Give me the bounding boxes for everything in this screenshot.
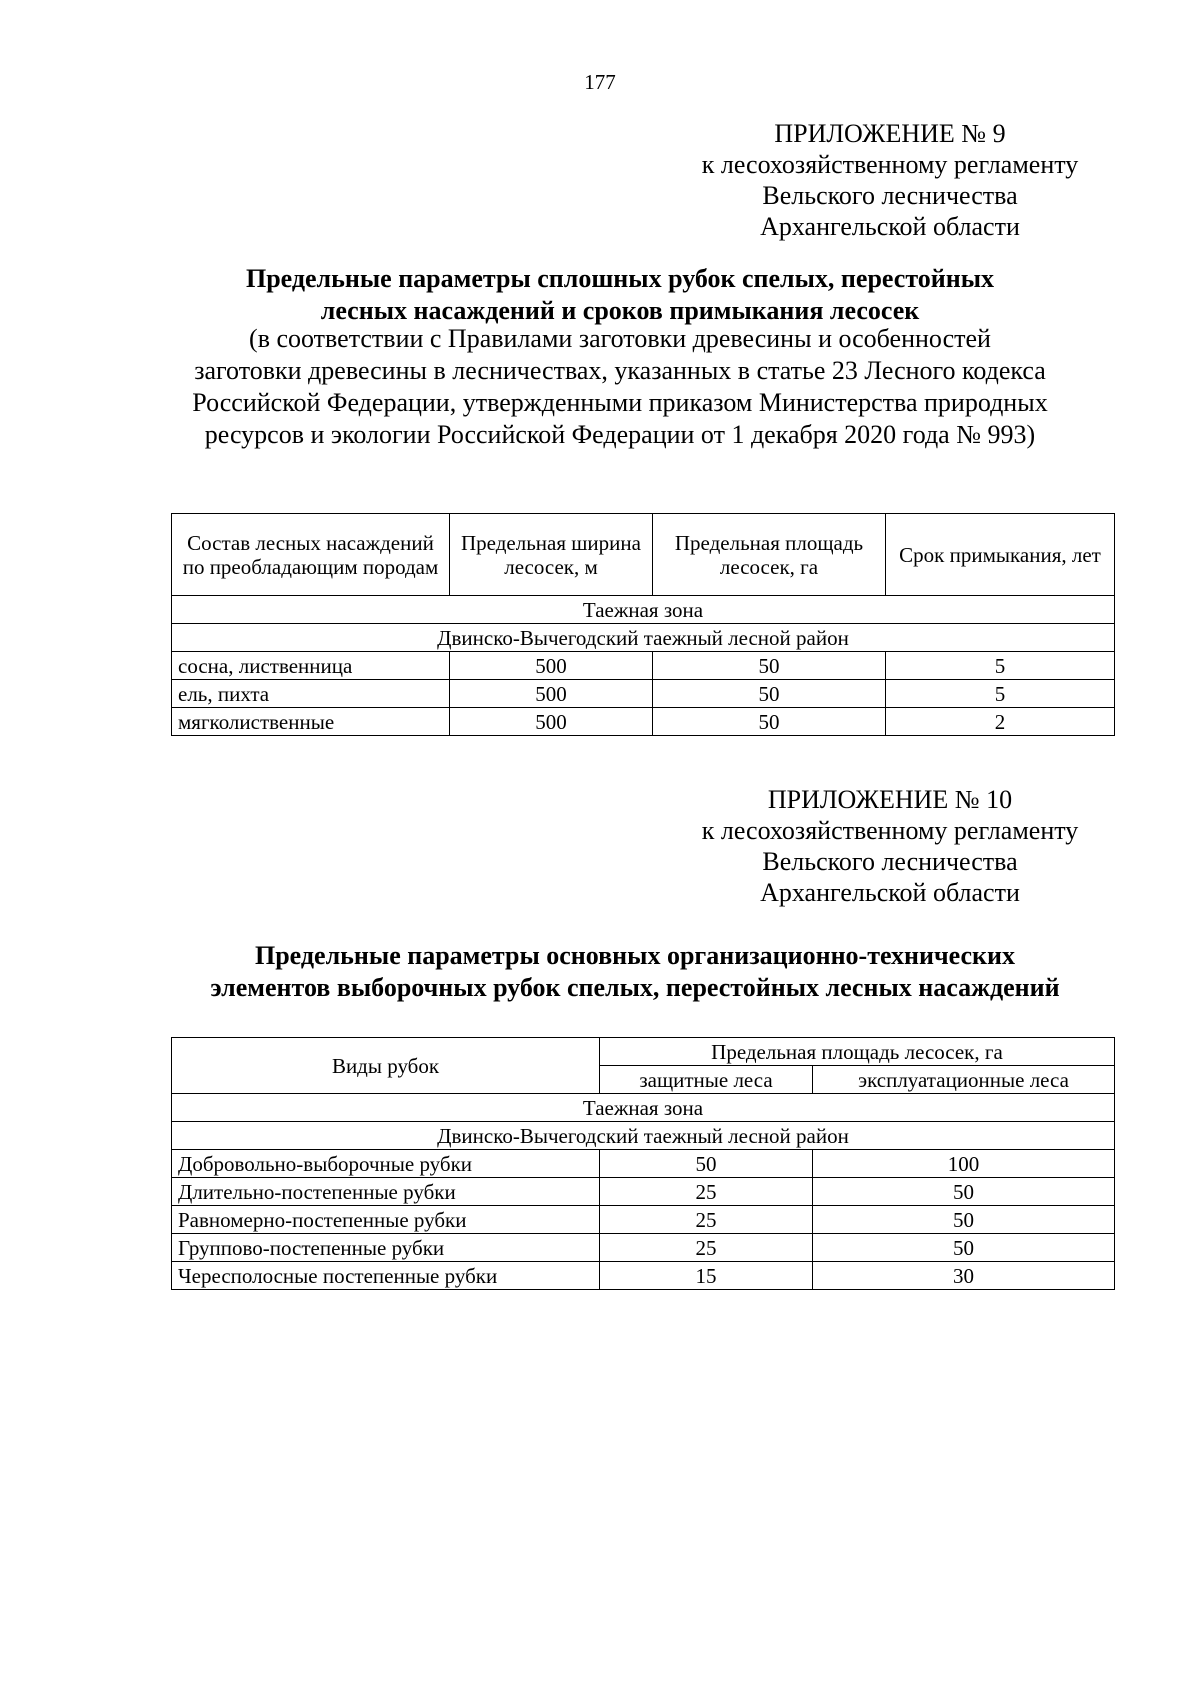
annex9-zone: Таежная зона [172, 596, 1115, 624]
annex10-header [660, 784, 1120, 908]
annex10-line3: Архангельской области [760, 878, 1020, 907]
species-cell: ель, пихта [172, 680, 450, 708]
annex9-region: Двинско-Вычегодский таежный лесной район [172, 624, 1115, 652]
table-row [172, 1206, 1115, 1234]
annex9-basis-line3: Российской Федерации, утвержденными приказом Министерства природных [192, 388, 1048, 417]
width-cell: 500 [450, 652, 653, 680]
annex9-line2: Вельского лесничества [762, 181, 1018, 210]
annex9-header-width: Предельная ширина лесосек, м [450, 514, 653, 596]
exploitation-cell: 50 [813, 1206, 1115, 1234]
area-cell: 50 [653, 708, 886, 736]
annex9-title-line1: Предельные параметры сплошных рубок спелых, перестойных [245, 264, 995, 293]
annex9-header-area: Предельная площадь лесосек, га [653, 514, 886, 596]
protective-cell: 25 [600, 1206, 813, 1234]
cutting-type-cell: Длительно-постепенные рубки [172, 1178, 600, 1206]
annex9-basis [130, 323, 1110, 451]
protective-cell: 25 [600, 1178, 813, 1206]
annex9-heading: ПРИЛОЖЕНИЕ № 9 [774, 119, 1006, 148]
term-cell: 2 [886, 708, 1115, 736]
cutting-type-cell: Равномерно-постепенные рубки [172, 1206, 600, 1234]
annex9-table [171, 513, 1115, 736]
exploitation-cell: 30 [813, 1262, 1115, 1290]
exploitation-cell: 50 [813, 1178, 1115, 1206]
annex10-header-protective: защитные леса [600, 1066, 813, 1094]
table-row [172, 708, 1115, 736]
annex9-header-term: Срок примыкания, лет [886, 514, 1115, 596]
term-cell: 5 [886, 652, 1115, 680]
annex10-region: Двинско-Вычегодский таежный лесной район [172, 1122, 1115, 1150]
exploitation-cell: 100 [813, 1150, 1115, 1178]
annex10-table [171, 1037, 1115, 1290]
width-cell: 500 [450, 680, 653, 708]
annex9-header [660, 118, 1120, 242]
annex9-zone-row [172, 596, 1115, 624]
annex10-heading: ПРИЛОЖЕНИЕ № 10 [767, 785, 1013, 814]
cutting-type-cell: Добровольно-выборочные рубки [172, 1150, 600, 1178]
annex10-zone: Таежная зона [172, 1094, 1115, 1122]
area-cell: 50 [653, 652, 886, 680]
annex10-header-area: Предельная площадь лесосек, га [600, 1038, 1115, 1066]
term-cell: 5 [886, 680, 1115, 708]
protective-cell: 15 [600, 1262, 813, 1290]
annex10-header-exploitation: эксплуатационные леса [813, 1066, 1115, 1094]
annex10-region-row [172, 1122, 1115, 1150]
annex9-title [160, 263, 1080, 327]
protective-cell: 25 [600, 1234, 813, 1262]
table-row [172, 1262, 1115, 1290]
annex9-basis-line2: заготовки древесины в лесничествах, указанных в статье 23 Лесного кодекса [194, 356, 1046, 385]
species-cell: мягколиственные [172, 708, 450, 736]
table-row [172, 652, 1115, 680]
annex9-line1: к лесохозяйственному регламенту [701, 150, 1079, 179]
annex9-header-composition: Состав лесных насаждений по преобладающим породам [172, 514, 450, 596]
cutting-type-cell: Группово-постепенные рубки [172, 1234, 600, 1262]
annex9-basis-line1: (в соответствии с Правилами заготовки древесины и особенностей [249, 324, 991, 353]
annex9-region-row [172, 624, 1115, 652]
annex10-header-type: Виды рубок [172, 1038, 600, 1094]
annex9-table-header-row [172, 514, 1115, 596]
protective-cell: 50 [600, 1150, 813, 1178]
annex9-line3: Архангельской области [760, 212, 1020, 241]
annex10-header-row [172, 1038, 1115, 1066]
page-number: 177 [584, 70, 616, 94]
table-row [172, 1178, 1115, 1206]
annex10-title-line1: Предельные параметры основных организационно-технических [255, 941, 1015, 970]
area-cell: 50 [653, 680, 886, 708]
width-cell: 500 [450, 708, 653, 736]
table-row [172, 1150, 1115, 1178]
annex10-title-line2: элементов выборочных рубок спелых, перестойных лесных насаждений [210, 973, 1060, 1002]
table-row [172, 680, 1115, 708]
annex9-basis-line4: ресурсов и экологии Российской Федерации от 1 декабря 2020 года № 993) [204, 420, 1036, 449]
annex10-zone-row [172, 1094, 1115, 1122]
annex10-line1: к лесохозяйственному регламенту [701, 816, 1079, 845]
table-row [172, 1234, 1115, 1262]
exploitation-cell: 50 [813, 1234, 1115, 1262]
cutting-type-cell: Чересполосные постепенные рубки [172, 1262, 600, 1290]
annex9-title-line2: лесных насаждений и сроков примыкания лесосек [320, 296, 920, 325]
annex10-title [150, 940, 1120, 1004]
annex10-line2: Вельского лесничества [762, 847, 1018, 876]
species-cell: сосна, лиственница [172, 652, 450, 680]
